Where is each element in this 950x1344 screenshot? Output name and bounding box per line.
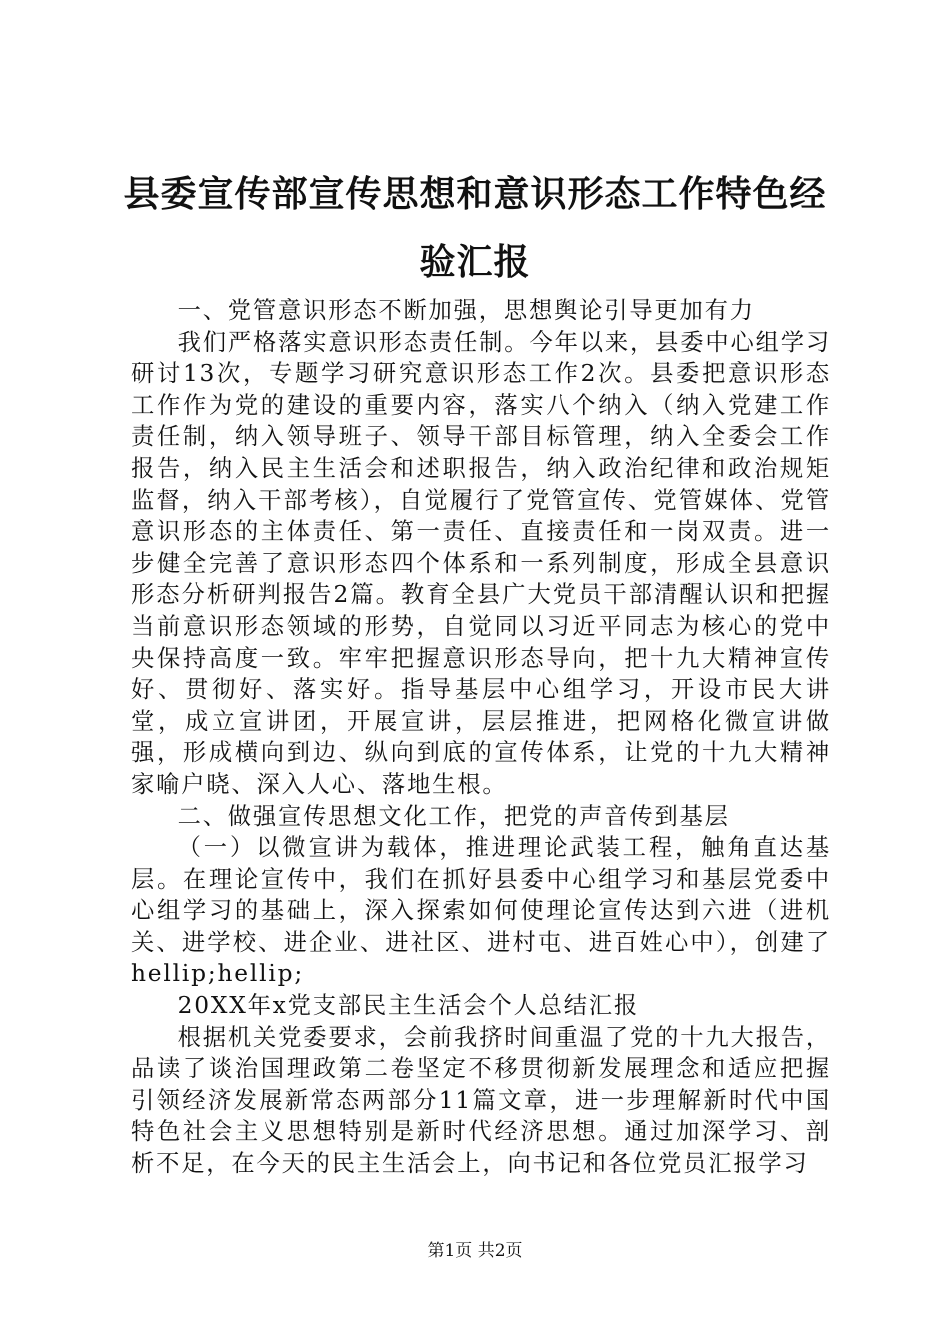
paragraph-3: 根据机关党委要求，会前我挤时间重温了党的十九大报告，品读了谈治国理政第二卷坚定不移贯彻新发展理念和适应把握引领经济发展新常态两部分11篇文章，进一步理解新时代中国特色社会主义思想特别是新时代经济思想。通过加深学习、剖析不足，在今天的民主生活会上，向书记和各位党员汇报学习: [131, 1023, 831, 1178]
section-heading-1: 一、党管意识形态不断加强，思想舆论引导更加有力: [177, 297, 755, 324]
section-heading-2: 二、做强宣传思想文化工作，把党的声音传到基层: [177, 802, 730, 830]
paragraph-1: 我们严格落实意识形态责任制。今年以来，县委中心组学习研讨13次，专题学习研究意识形态工作2次。县委把意识形态工作作为党的建设的重要内容，落实八个纳入（纳入党建工作责任制，纳入领导班子、领导干部目标管理，纳入全委会工作报告，纳入民主生活会和述职报告，纳入政治纪律和政治规矩监督，纳入干部考核），自觉履行了党管宣传、党管媒体、党管意识形态的主体责任、第一责任、直接责任和一岗双责。进一步健全完善了意识形态四个体系和一系列制度，形成全县意识形态分析研判报告2篇。教育全县广大党员干部清醒认识和把握当前意识形态领域的形势，自觉同以习近平同志为核心的党中央保持高度一致。牢牢把握意识形态导向，把十九大精神宣传好、贯彻好、落实好。指导基层中心组学习，开设市民大讲堂，成立宣讲团，开展宣讲，层层推进，把网格化微宣讲做强，形成横向到边、纵向到底的宣传体系，让党的十九大精神家喻户晓、深入人心、落地生根。: [131, 328, 831, 798]
subheading-summary: 20XX年x党支部民主生活会个人总结汇报: [177, 992, 639, 1020]
document-title: 县委宣传部宣传思想和意识形态工作特色经验汇报: [123, 173, 827, 283]
document-body: [131, 295, 831, 1180]
page-footer: 第1页 共2页: [427, 1241, 523, 1261]
paragraph-2: （一）以微宣讲为载体，推进理论武装工程，触角直达基层。在理论宣传中，我们在抓好县委中心组学习和基层党委中心组学习的基础上，深入探索如何使理论宣传达到六进（进机关、进学校、进企业、进社区、进村屯、进百姓心中），创建了hellip;hellip;: [131, 834, 831, 988]
